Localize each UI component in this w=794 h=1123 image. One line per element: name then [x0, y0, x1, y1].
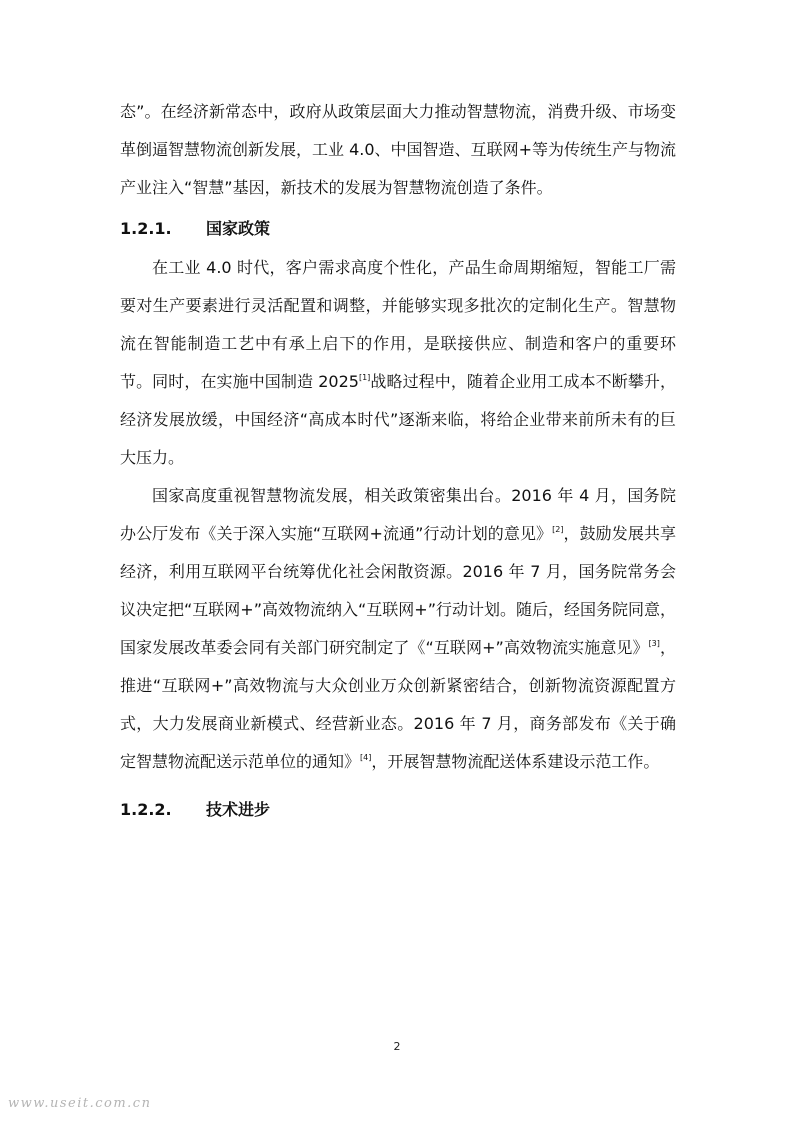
section-number: 1.2.2. [120, 800, 172, 819]
paragraph-text: 在工业 4.0 时代，客户需求高度个性化，产品生命周期缩短，智能工厂需要对生产要素进行灵活配置和调整，并能够实现多批次的定制化生产。智慧物流在智能制造工艺中有承上启下的作用，是联接供应、制造和客户的重要环节。同时，在实施中国制造 2025 [120, 258, 676, 391]
body-text [120, 93, 676, 829]
paragraph-text: ，开展智慧物流配送体系建设示范工作。 [371, 752, 660, 771]
paragraph-national-policy [120, 477, 676, 781]
section-title: 技术进步 [206, 800, 271, 819]
paragraph-text: ，推进“互联网+”高效物流与大众创业万众创新紧密结合，创新物流资源配置方式，大力发展商业新模式、经营新业态。2016 年 7 月，商务部发布《关于确定智慧物流配送示范单位的通知》 [120, 638, 676, 771]
paragraph-text: 战略过程中，随着企业用工成本不断攀升，经济发展放缓，中国经济“高成本时代”逐渐来临，将给企业带来前所未有的巨大压力。 [120, 372, 676, 467]
citation-ref-1: [1] [358, 373, 371, 382]
citation-ref-3: [3] [648, 639, 660, 648]
citation-ref-4: [4] [360, 753, 372, 762]
watermark: www.useit.com.cn [8, 1096, 152, 1111]
section-number: 1.2.1. [120, 219, 172, 238]
paragraph-industry-4 [120, 249, 676, 477]
section-heading-1-2-2 [120, 791, 676, 829]
citation-ref-2: [2] [552, 525, 564, 534]
page-number: 2 [393, 1040, 401, 1053]
section-title: 国家政策 [206, 219, 271, 238]
section-heading-1-2-1 [120, 210, 676, 248]
paragraph-text: ，鼓励发展共享经济，利用互联网平台统筹优化社会闲散资源。2016 年 7 月，国务院常务会议决定把“互联网+”高效物流纳入“互联网+”行动计划。随后，经国务院同意，国家发展改革委会同有关部门研究制定了《“互联网+”高效物流实施意见》 [120, 524, 676, 657]
paragraph-text: 国家高度重视智慧物流发展，相关政策密集出台。2016 年 4 月，国务院办公厅发布《关于深入实施“互联网+流通”行动计划的意见》 [120, 486, 676, 543]
paragraph-continued: 态”。在经济新常态中，政府从政策层面大力推动智慧物流，消费升级、市场变革倒逼智慧物流创新发展，工业 4.0、中国智造、互联网+等为传统生产与物流产业注入“智慧”基因，新技术的发展为智慧物流创造了条件。 [120, 102, 676, 197]
